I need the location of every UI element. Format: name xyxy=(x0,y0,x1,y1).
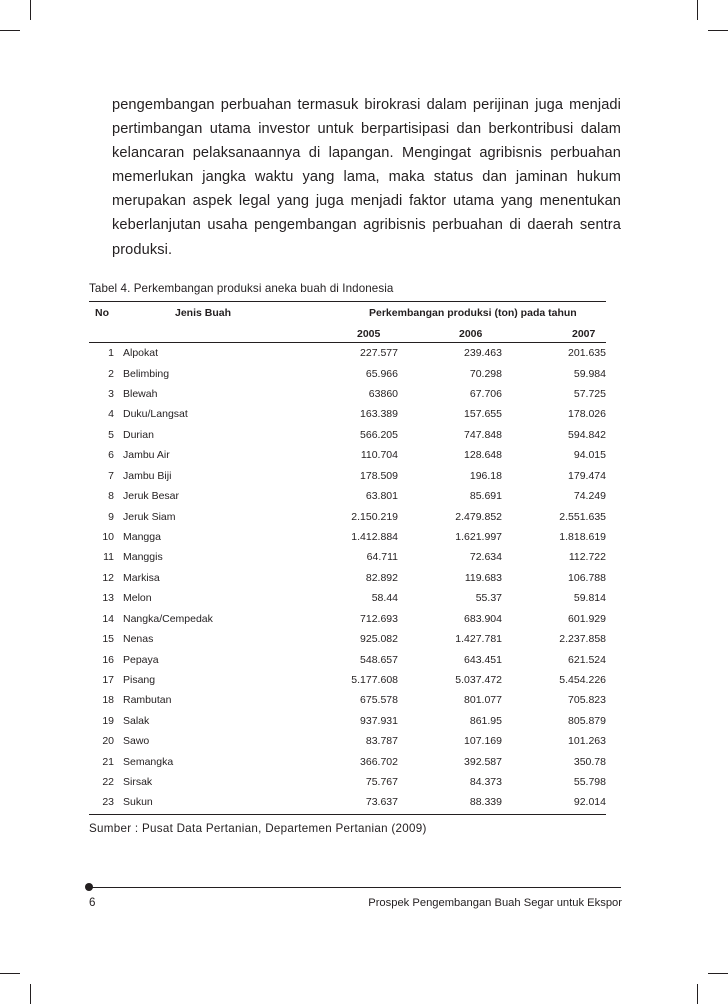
fruit-name: Jambu Biji xyxy=(123,469,172,482)
header-year-2005: 2005 xyxy=(357,328,381,340)
fruit-name: Jambu Air xyxy=(123,449,170,462)
row-number: 2 xyxy=(108,367,114,380)
value-2007: 59.984 xyxy=(573,367,606,380)
fruit-name: Markisa xyxy=(123,571,160,584)
value-2005: 64.711 xyxy=(366,551,398,564)
running-footer-title: Prospek Pengembangan Buah Segar untuk Ekspor xyxy=(368,897,622,909)
value-2006: 683.904 xyxy=(464,612,502,625)
table-row xyxy=(89,751,606,771)
value-2005: 75.767 xyxy=(365,776,398,789)
value-2007: 601.929 xyxy=(568,612,606,625)
table-row xyxy=(89,629,606,649)
value-2007: 106.788 xyxy=(568,571,606,584)
value-2006: 70.298 xyxy=(469,367,502,380)
value-2006: 55.37 xyxy=(475,592,502,605)
row-number: 23 xyxy=(102,796,114,809)
value-2005: 675.578 xyxy=(360,694,398,707)
value-2006: 85.691 xyxy=(469,490,502,503)
table-row xyxy=(89,404,606,424)
value-2006: 861.95 xyxy=(469,714,502,727)
value-2006: 2.479.852 xyxy=(455,510,502,523)
value-2007: 92.014 xyxy=(573,796,606,809)
fruit-name: Duku/Langsat xyxy=(123,408,188,421)
value-2007: 350.78 xyxy=(573,755,606,768)
page-number: 6 xyxy=(89,896,96,909)
table-row xyxy=(89,608,606,628)
production-table xyxy=(89,343,606,813)
footer-rule xyxy=(89,887,621,888)
value-2005: 83.787 xyxy=(365,735,398,748)
value-2006: 88.339 xyxy=(469,796,502,809)
value-2007: 57.725 xyxy=(573,388,606,401)
fruit-name: Melon xyxy=(123,592,152,605)
value-2007: 179.474 xyxy=(568,469,606,482)
value-2005: 63860 xyxy=(368,388,398,401)
table-row xyxy=(89,568,606,588)
value-2006: 5.037.472 xyxy=(455,673,502,686)
value-2007: 705.823 xyxy=(568,694,606,707)
row-number: 12 xyxy=(102,571,114,584)
row-number: 13 xyxy=(102,592,114,605)
table-row xyxy=(89,711,606,731)
value-2006: 801.077 xyxy=(464,694,502,707)
fruit-name: Pisang xyxy=(123,673,156,686)
table-row xyxy=(89,486,606,506)
table-row xyxy=(89,466,606,486)
table-row xyxy=(89,731,606,751)
fruit-name: Sirsak xyxy=(123,776,153,789)
row-number: 22 xyxy=(102,776,114,789)
value-2007: 94.015 xyxy=(573,449,606,462)
row-number: 7 xyxy=(108,469,114,482)
value-2007: 2.237.858 xyxy=(559,633,606,646)
fruit-name: Sawo xyxy=(123,735,150,748)
crop-mark xyxy=(30,0,31,20)
table-row xyxy=(89,384,606,404)
value-2007: 594.842 xyxy=(568,428,606,441)
table-row xyxy=(89,363,606,383)
value-2006: 1.621.997 xyxy=(455,531,502,543)
value-2007: 59.814 xyxy=(573,592,606,605)
value-2005: 163.389 xyxy=(360,408,398,421)
row-number: 10 xyxy=(102,531,114,543)
fruit-name: Belimbing xyxy=(123,367,170,380)
crop-mark xyxy=(0,973,20,974)
table-row xyxy=(89,506,606,526)
row-number: 9 xyxy=(108,510,114,523)
value-2006: 643.451 xyxy=(464,653,502,666)
table-caption: Tabel 4. Perkembangan produksi aneka buah di Indonesia xyxy=(89,282,394,295)
crop-mark xyxy=(0,30,20,31)
fruit-name: Mangga xyxy=(123,531,161,543)
value-2007: 101.263 xyxy=(568,735,606,748)
fruit-name: Nenas xyxy=(123,633,154,646)
value-2006: 107.169 xyxy=(464,735,502,748)
value-2005: 178.509 xyxy=(360,469,398,482)
table-bottom-rule xyxy=(89,814,606,815)
row-number: 14 xyxy=(102,612,114,625)
row-number: 11 xyxy=(103,551,114,564)
header-jenis-buah: Jenis Buah xyxy=(175,307,232,319)
row-number: 20 xyxy=(102,735,114,748)
value-2005: 227.577 xyxy=(360,347,398,360)
crop-mark xyxy=(30,984,31,1004)
value-2006: 157.655 xyxy=(464,408,502,421)
fruit-name: Blewah xyxy=(123,388,158,401)
table-row xyxy=(89,547,606,567)
table-row xyxy=(89,343,606,363)
value-2006: 72.634 xyxy=(469,551,502,564)
fruit-name: Nangka/Cempedak xyxy=(123,612,213,625)
value-2006: 239.463 xyxy=(464,347,502,360)
table-body xyxy=(89,343,606,813)
value-2006: 1.427.781 xyxy=(455,633,502,646)
fruit-name: Semangka xyxy=(123,755,174,768)
fruit-name: Rambutan xyxy=(123,694,172,707)
value-2005: 925.082 xyxy=(360,633,398,646)
value-2006: 747.848 xyxy=(464,428,502,441)
crop-mark xyxy=(708,973,728,974)
fruit-name: Jeruk Besar xyxy=(123,490,180,503)
body-paragraph: pengembangan perbuahan termasuk birokrasi dalam perijinan juga menjadi pertimbangan utama investor untuk berpartisipasi dan berkontribusi dalam kelancaran pelaksanaannya di lapangan. Mengingat agribisnis perbuahan memerlukan jangka waktu yang lama, maka status dan jaminan hukum merupakan aspek legal yang juga menjadi faktor utama yang menentukan keberlanjutan usaha pengembangan agribisnis perbuahan di daerah sentra produksi. xyxy=(112,97,621,258)
value-2006: 128.648 xyxy=(464,449,502,462)
row-number: 1 xyxy=(108,347,114,360)
crop-mark xyxy=(697,984,698,1004)
value-2006: 392.587 xyxy=(464,755,502,768)
table-top-rule xyxy=(89,301,606,302)
value-2005: 548.657 xyxy=(360,653,398,666)
value-2007: 2.551.635 xyxy=(559,510,606,523)
value-2005: 566.205 xyxy=(360,428,398,441)
header-no: No xyxy=(95,307,109,319)
fruit-name: Alpokat xyxy=(123,347,159,360)
row-number: 19 xyxy=(102,714,114,727)
row-number: 3 xyxy=(108,388,114,401)
value-2005: 5.177.608 xyxy=(351,673,398,686)
table-row xyxy=(89,445,606,465)
table-row xyxy=(89,772,606,792)
fruit-name: Jeruk Siam xyxy=(123,510,176,523)
value-2007: 1.818.619 xyxy=(559,531,606,543)
value-2006: 196.18 xyxy=(469,469,502,482)
table-row xyxy=(89,792,606,812)
value-2005: 2.150.219 xyxy=(351,510,398,523)
value-2007: 55.798 xyxy=(573,776,606,789)
value-2006: 119.683 xyxy=(464,571,502,584)
table-row xyxy=(89,588,606,608)
value-2007: 621.524 xyxy=(568,653,606,666)
table-row xyxy=(89,649,606,669)
table-row xyxy=(89,527,606,547)
header-production-group: Perkembangan produksi (ton) pada tahun xyxy=(369,307,577,319)
source-note: Sumber : Pusat Data Pertanian, Departemen Pertanian (2009) xyxy=(89,822,427,835)
value-2005: 63.801 xyxy=(365,490,398,503)
value-2005: 58.44 xyxy=(371,592,398,605)
row-number: 8 xyxy=(108,490,114,503)
value-2006: 67.706 xyxy=(469,388,502,401)
table-row xyxy=(89,690,606,710)
row-number: 16 xyxy=(102,653,114,666)
footer-bullet xyxy=(85,883,93,891)
row-number: 18 xyxy=(102,694,114,707)
header-year-2006: 2006 xyxy=(459,328,483,340)
table-row xyxy=(89,670,606,690)
fruit-name: Durian xyxy=(123,428,154,441)
row-number: 21 xyxy=(102,755,114,768)
value-2006: 84.373 xyxy=(469,776,502,789)
row-number: 4 xyxy=(108,408,114,421)
value-2007: 5.454.226 xyxy=(559,673,606,686)
table-row xyxy=(89,425,606,445)
value-2007: 112.722 xyxy=(568,551,606,564)
fruit-name: Salak xyxy=(123,714,150,727)
value-2007: 74.249 xyxy=(573,490,606,503)
value-2005: 937.931 xyxy=(360,714,398,727)
value-2005: 1.412.884 xyxy=(351,531,398,543)
row-number: 17 xyxy=(102,673,114,686)
value-2007: 805.879 xyxy=(568,714,606,727)
fruit-name: Manggis xyxy=(123,551,163,564)
crop-mark xyxy=(708,30,728,31)
row-number: 6 xyxy=(108,449,114,462)
row-number: 15 xyxy=(102,633,114,646)
fruit-name: Pepaya xyxy=(123,653,159,666)
value-2005: 73.637 xyxy=(365,796,398,809)
crop-mark xyxy=(697,0,698,20)
value-2005: 110.704 xyxy=(360,449,398,462)
value-2007: 201.635 xyxy=(568,347,606,360)
fruit-name: Sukun xyxy=(123,796,153,809)
value-2005: 366.702 xyxy=(360,755,398,768)
value-2005: 65.966 xyxy=(365,367,398,380)
header-year-2007: 2007 xyxy=(572,328,596,340)
row-number: 5 xyxy=(108,428,114,441)
value-2005: 82.892 xyxy=(365,571,398,584)
value-2005: 712.693 xyxy=(360,612,398,625)
value-2007: 178.026 xyxy=(568,408,606,421)
